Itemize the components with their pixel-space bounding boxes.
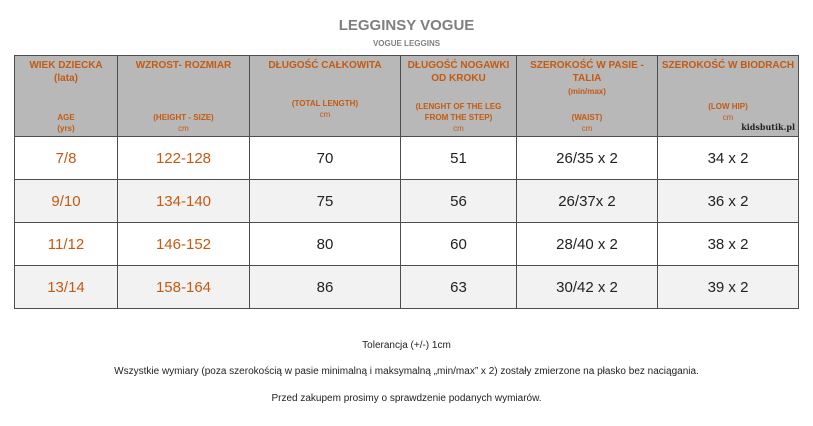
header-total-length-unit: cm [319,110,331,119]
table-cell: 134-140 [118,180,250,223]
header-total-length [250,56,401,137]
table-cell: 63 [401,266,517,309]
table-row [15,266,799,309]
table-cell: 26/35 x 2 [517,137,658,180]
table-cell: 38 x 2 [658,223,799,266]
table-cell: 11/12 [15,223,118,266]
header-height-pl: WZROST- ROZMIAR [135,60,232,71]
header-leg-length-pl: DŁUGOŚĆ NOGAWKI OD KROKU [407,60,510,84]
size-table [14,55,799,309]
header-hip-unit: cm [722,113,734,122]
header-hip-en: (LOW HIP) [708,102,748,111]
table-cell: 146-152 [118,223,250,266]
header-height [118,56,250,137]
table-row [15,180,799,223]
header-total-length-pl: DŁUGOŚĆ CAŁKOWITA [268,60,382,71]
table-cell: 70 [250,137,401,180]
header-hip [658,56,799,137]
table-cell: 51 [401,137,517,180]
table-row [15,137,799,180]
table-cell: 86 [250,266,401,309]
table-row [15,223,799,266]
table-cell: 13/14 [15,266,118,309]
header-waist-mid: (min/max) [568,87,606,96]
header-leg-length-unit: cm [453,124,464,133]
measurement-note: Wszystkie wymiary (poza szerokością w pasie minimalną i maksymalną „min/max” x 2) zostały zmierzone na płasko bez naciągania. [114,366,699,377]
header-leg-length-en: (LENGHT OF THE LEG FROM THE STEP) [415,102,502,122]
chart-title: LEGGINSY VOGUE [338,17,475,34]
header-waist [517,56,658,137]
table-cell: 80 [250,223,401,266]
header-waist-unit: cm [581,124,593,133]
header-age-en: AGE (yrs) [57,113,75,133]
table-cell: 56 [401,180,517,223]
header-row [15,56,799,137]
header-leg-length [401,56,517,137]
header-height-en: (HEIGHT - SIZE) [153,113,214,122]
header-waist-pl: SZEROKOŚĆ W PASIE - TALIA [530,60,644,84]
tolerance-note: Tolerancja (+/-) 1cm [362,340,451,351]
check-note: Przed zakupem prosimy o sprawdzenie podanych wymiarów. [271,393,542,404]
table-cell: 30/42 x 2 [517,266,658,309]
table-cell: 7/8 [15,137,118,180]
header-waist-en: (WAIST) [571,113,603,122]
header-age-pl: WIEK DZIECKA (lata) [29,60,103,84]
table-cell: 9/10 [15,180,118,223]
table-cell: 158-164 [118,266,250,309]
table-cell: 122-128 [118,137,250,180]
header-total-length-en: (TOTAL LENGTH) [291,99,359,108]
table-cell: 75 [250,180,401,223]
header-hip-pl: SZEROKOŚĆ W BIODRACH [661,60,795,71]
chart-subtitle: VOGUE LEGGINS [372,39,441,48]
table-cell: 36 x 2 [658,180,799,223]
header-height-unit: cm [178,124,189,133]
table-cell: 39 x 2 [658,266,799,309]
table-cell: 28/40 x 2 [517,223,658,266]
table-cell: 60 [401,223,517,266]
table-cell: 26/37x 2 [517,180,658,223]
table-cell: 34 x 2 [658,137,799,180]
header-age [15,56,118,137]
kidsbutik-watermark: kidsbutik.pl [741,122,795,132]
